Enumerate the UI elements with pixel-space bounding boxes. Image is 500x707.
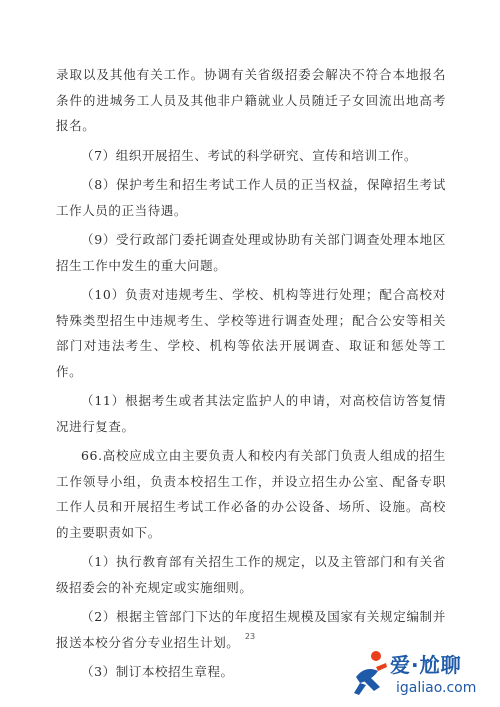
watermark-site-url: igaliao.com xyxy=(396,680,477,696)
paragraph-article-66: 66.高校应成立由主要负责人和校内有关部门负责人组成的招生工作领导小组，负责本校招生工作，并设立招生办公室、配备专职工作人员和开展招生考试工作必备的办公设备、场所、设施。高校的主要职责如下。 xyxy=(56,448,446,540)
paragraph-duty-1: （1）执行教育部有关招生工作的规定，以及主管部门和有关省级招委会的补充规定或实施细则。 xyxy=(56,554,446,595)
paragraph-item-9: （9）受行政部门委托调查处理或协助有关部门调查处理本地区招生工作中发生的重大问题。 xyxy=(56,232,446,273)
page-number: 23 xyxy=(244,632,256,641)
paragraph-item-11: （11）根据考生或者其法定监护人的申请，对高校信访答复情况进行复查。 xyxy=(56,393,446,434)
site-watermark xyxy=(350,643,500,707)
body-text xyxy=(56,62,446,685)
paragraph-item-8: （8）保护考生和招生考试工作人员的正当权益，保障招生考试工作人员的正当待遇。 xyxy=(56,177,446,218)
paragraph-duty-2: （2）根据主管部门下达的年度招生规模及国家有关规定编制并报送本校分省分专业招生计划。 xyxy=(56,609,446,650)
paragraph-continuation: 录取以及其他有关工作。协调有关省级招委会解决不符合本地报名条件的进城务工人员及其他非户籍就业人员随迁子女回流出地高考报名。 xyxy=(56,67,446,133)
runner-logo-icon xyxy=(350,647,390,699)
paragraph-duty-3: （3）制订本校招生章程。 xyxy=(81,664,234,679)
paragraph-item-10: （10）负责对违规考生、学校、机构等进行处理；配合高校对特殊类型招生中违规考生、学校等进行调查处理；配合公安等相关部门对违法考生、学校、机构等依法开展调查、取证和惩处等工作。 xyxy=(56,287,446,379)
watermark-site-name: 爱·尬聊 xyxy=(390,653,462,677)
paragraph-item-7: （7）组织开展招生、考试的科学研究、宣传和培训工作。 xyxy=(81,147,418,163)
